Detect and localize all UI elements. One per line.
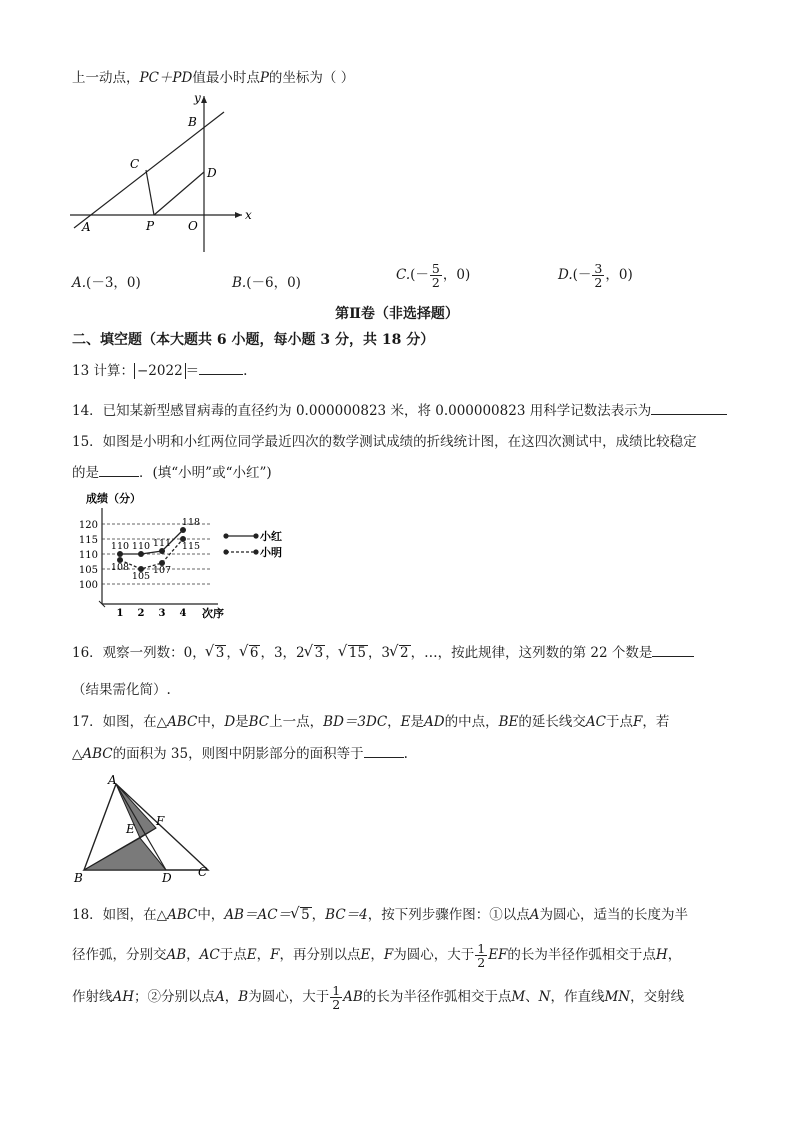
option-value: (－ [410,267,429,284]
q12-point-p: P [259,70,269,86]
point-a-label: A [108,773,117,787]
point-b-label: B [188,115,197,129]
q18-text: ，再分别以点 [279,947,361,964]
q18-text: ，交射线 [630,989,685,1006]
data-label: 110 [110,541,130,552]
q14-text: 14．已知某新型感冒病毒的直径约为 0.000000823 米，将 0.000000823 用科学记数法表示为 [72,403,652,419]
q18-math: A [529,907,540,923]
q17-math: ABC [167,714,198,730]
q16-line1 [72,641,694,661]
q12-option-c[interactable] [396,262,470,289]
y-axis-arrow [201,96,207,103]
q18-math: AB＝AC＝ [224,907,292,923]
q15-line2 [72,461,272,481]
q12-option-b[interactable] [232,271,301,291]
point-d-label: D [162,871,172,884]
q18-math: H [655,947,668,964]
q16-text: ，3，2 [260,645,305,661]
numerator: 3 [594,261,603,276]
q18-text: ，作直线 [550,989,605,1006]
chart-y-label: 成绩（分） [86,492,141,505]
q16-text: ，3 [367,645,391,661]
q13-text: ＝ [185,363,200,379]
q17-text: 中， [197,714,225,730]
q12-expression: PC＋PD [139,70,193,86]
q16-text: ， [226,645,240,661]
option-value: ，0) [605,267,633,284]
data-label: 107 [152,565,172,576]
sqrt-expression: √ 6 [249,645,261,661]
option-value: ，0) [442,267,471,284]
q17-line2 [72,742,408,762]
q17-text: △ [72,746,83,762]
q18-text: ，按下列步骤作图：①以点 [367,907,530,923]
q18-math: ABC [167,907,198,923]
q12-option-a[interactable] [72,271,141,291]
q18-math: A [215,989,225,1006]
segment-pd [154,172,204,215]
sqrt-expression: √ 5 [300,907,312,923]
q18-line2 [72,942,681,969]
origin-label: O [188,219,198,233]
q16-text: ， [325,645,339,661]
q18-text: ， [370,947,384,964]
legend-marker [253,549,258,554]
q18-text: 为圆心，大于 [393,947,475,964]
chart-x-label: 次序 [202,607,224,620]
answer-blank[interactable] [199,360,243,375]
point-e-label: E [126,822,135,836]
q18-math: AH [112,989,135,1006]
q16-text: 16．观察一列数：0， [72,645,206,661]
point-a-label: A [82,220,91,234]
q16-line2: （结果需化简）. [72,682,171,698]
y-axis-label: y [194,91,201,105]
q16-text: ，…，按此规律，这列数的第 22 个数是 [410,645,653,661]
shaded-region-bed [84,838,166,870]
fraction [430,262,442,289]
q17-text: 的面积为 35，则图中阴影部分的面积等于 [112,746,364,762]
y-tick-label: 100 [78,580,98,591]
q18-math: N [538,989,551,1006]
q12-text: 上一动点， [72,70,140,86]
section-title: 第Ⅱ卷（非选择题） [335,306,459,322]
q17-text: 于点 [605,714,633,730]
q12-text: 值最小时点 [192,70,260,86]
q13 [72,359,247,379]
q17-line1 [72,710,669,730]
q18-math: E [360,947,371,964]
y-tick-label: 120 [78,520,98,531]
point-c-label: C [130,157,140,171]
point-b-label: B [74,871,83,884]
q18-text: 的长为半径作弧相交于点 [507,947,656,964]
q14 [72,399,727,419]
q18-math: E [246,947,257,964]
option-label: B. [232,275,247,291]
q18-text: ， [224,989,239,1006]
q18-math: EF [488,947,508,964]
data-label: 108 [110,562,130,573]
q18-text: 径作弧，分别交 [72,947,167,964]
q18-math: AB [166,947,187,964]
sqrt-expression: √ 15 [348,645,368,661]
q18-text: 作射线 [72,989,113,1006]
sqrt-expression: √ 2 [399,645,411,661]
legend-marker [223,533,228,538]
data-label: 118 [181,517,201,528]
numerator: 5 [431,261,440,276]
q18-math: M [511,989,526,1006]
answer-blank[interactable] [651,400,727,415]
point-c-label: C [198,865,208,879]
answer-blank[interactable] [652,642,694,657]
q17-text: 的延长线交 [518,714,586,730]
q17-text: 是 [235,714,249,730]
x-tick-label: 4 [179,608,187,619]
q15-line1: 15．如图是小明和小红两位同学最近四次的数学测试成绩的折线统计图，在这四次测试中，成绩比较稳定 [72,434,697,450]
numerator: 1 [332,983,341,998]
q12-text: 的坐标为（ ） [268,70,355,86]
denominator: 2 [332,997,341,1013]
point-f-label: F [156,814,165,828]
q12-option-d[interactable] [558,262,633,289]
shaded-region-aef [116,784,156,838]
point-d-label: D [207,166,217,180]
q12-stem [72,66,354,86]
fraction [592,262,604,289]
data-label: 110 [131,541,151,552]
q18-text: 的长为半径作弧相交于点 [362,989,512,1006]
option-label: D. [558,267,573,284]
absolute-value-expression: −2022 [134,363,186,379]
q18-text: ， [256,947,271,964]
q18-text: 于点 [219,947,247,964]
q17-math: ABC [82,746,113,762]
answer-blank[interactable] [364,743,404,758]
denominator: 2 [594,275,603,291]
q17-math: F [632,714,643,730]
answer-blank[interactable] [99,462,139,477]
q18-math: AB [343,989,363,1006]
sqrt-expression: √ 3 [314,645,326,661]
q17-text: ，若 [642,714,670,730]
q18-text: ， [667,947,682,964]
q17-text: ， [387,714,401,730]
q18-text: ， [186,947,200,964]
q17-text: 17．如图，在△ [72,714,168,730]
q18-text: 为圆心，大于 [248,989,330,1006]
q18-line1 [72,903,688,923]
q18-line3 [72,984,684,1011]
q17-text: 的中点， [444,714,499,730]
sqrt-expression: √ 3 [215,645,227,661]
score-line-chart [68,486,298,626]
q13-text: 计算： [93,363,134,379]
fraction [330,984,342,1011]
option-label: A. [72,275,87,291]
legend-marker [223,549,228,554]
data-label: 111 [152,538,172,549]
q13-text: . [243,363,248,379]
option-label: C. [396,267,411,284]
q18-math: F [383,947,394,964]
q18-text: ；②分别以点 [134,989,216,1006]
q12-coordinate-figure [60,90,260,260]
numerator: 1 [477,941,486,956]
q18-math: BC＝4 [325,907,368,923]
q18-math: AC [199,947,220,964]
q17-math: D [224,714,236,730]
q15-text: ．(填“小明”或“小红”) [139,465,272,481]
x-tick-label: 2 [137,608,145,619]
option-value: (－ [572,267,592,284]
q18-text: 中， [197,907,225,923]
legend-marker [253,533,258,538]
q17-math: E [400,714,411,730]
x-axis-label: x [245,208,252,222]
option-value: (－6，0) [246,275,301,291]
q17-text: 是 [410,714,425,730]
q17-math: BC [248,714,270,730]
q17-triangle-figure [70,772,220,884]
q15-text: 的是 [72,465,99,481]
fraction [475,942,487,969]
q18-math: MN [604,989,631,1006]
q18-text: 为圆心，适当的长度为半 [539,907,688,923]
q18-text: ， [311,907,326,923]
x-tick-label: 3 [158,608,166,619]
legend-label: 小红 [260,530,282,543]
q18-text: 18．如图，在△ [72,907,168,923]
x-axis-arrow [235,212,242,218]
y-tick-label: 110 [78,550,98,561]
denominator: 2 [477,955,486,971]
q17-math: BD＝3DC [323,714,388,730]
q18-text: 、 [525,989,539,1006]
q17-math: AD [424,714,445,730]
denominator: 2 [431,275,440,291]
y-tick-label: 115 [78,535,98,546]
q17-text: . [403,746,408,762]
y-tick-label: 105 [78,565,98,576]
point-p-label: P [146,219,155,233]
question-number: 13 [72,363,90,379]
part-heading: 二、填空题（本大题共 6 小题，每小题 3 分，共 18 分） [72,332,435,348]
data-label: 105 [131,571,151,582]
option-value: (－3，0) [86,275,141,291]
x-tick-label: 1 [116,608,124,619]
legend-label: 小明 [260,546,282,559]
q17-math: AC [585,714,606,730]
q17-text: 上一点， [269,714,324,730]
q17-math: BE [498,714,519,730]
line-ab [74,112,224,228]
segment-pc [146,170,154,215]
q18-math: F [270,947,280,964]
q18-math: B [238,989,249,1006]
data-label: 115 [181,541,201,552]
